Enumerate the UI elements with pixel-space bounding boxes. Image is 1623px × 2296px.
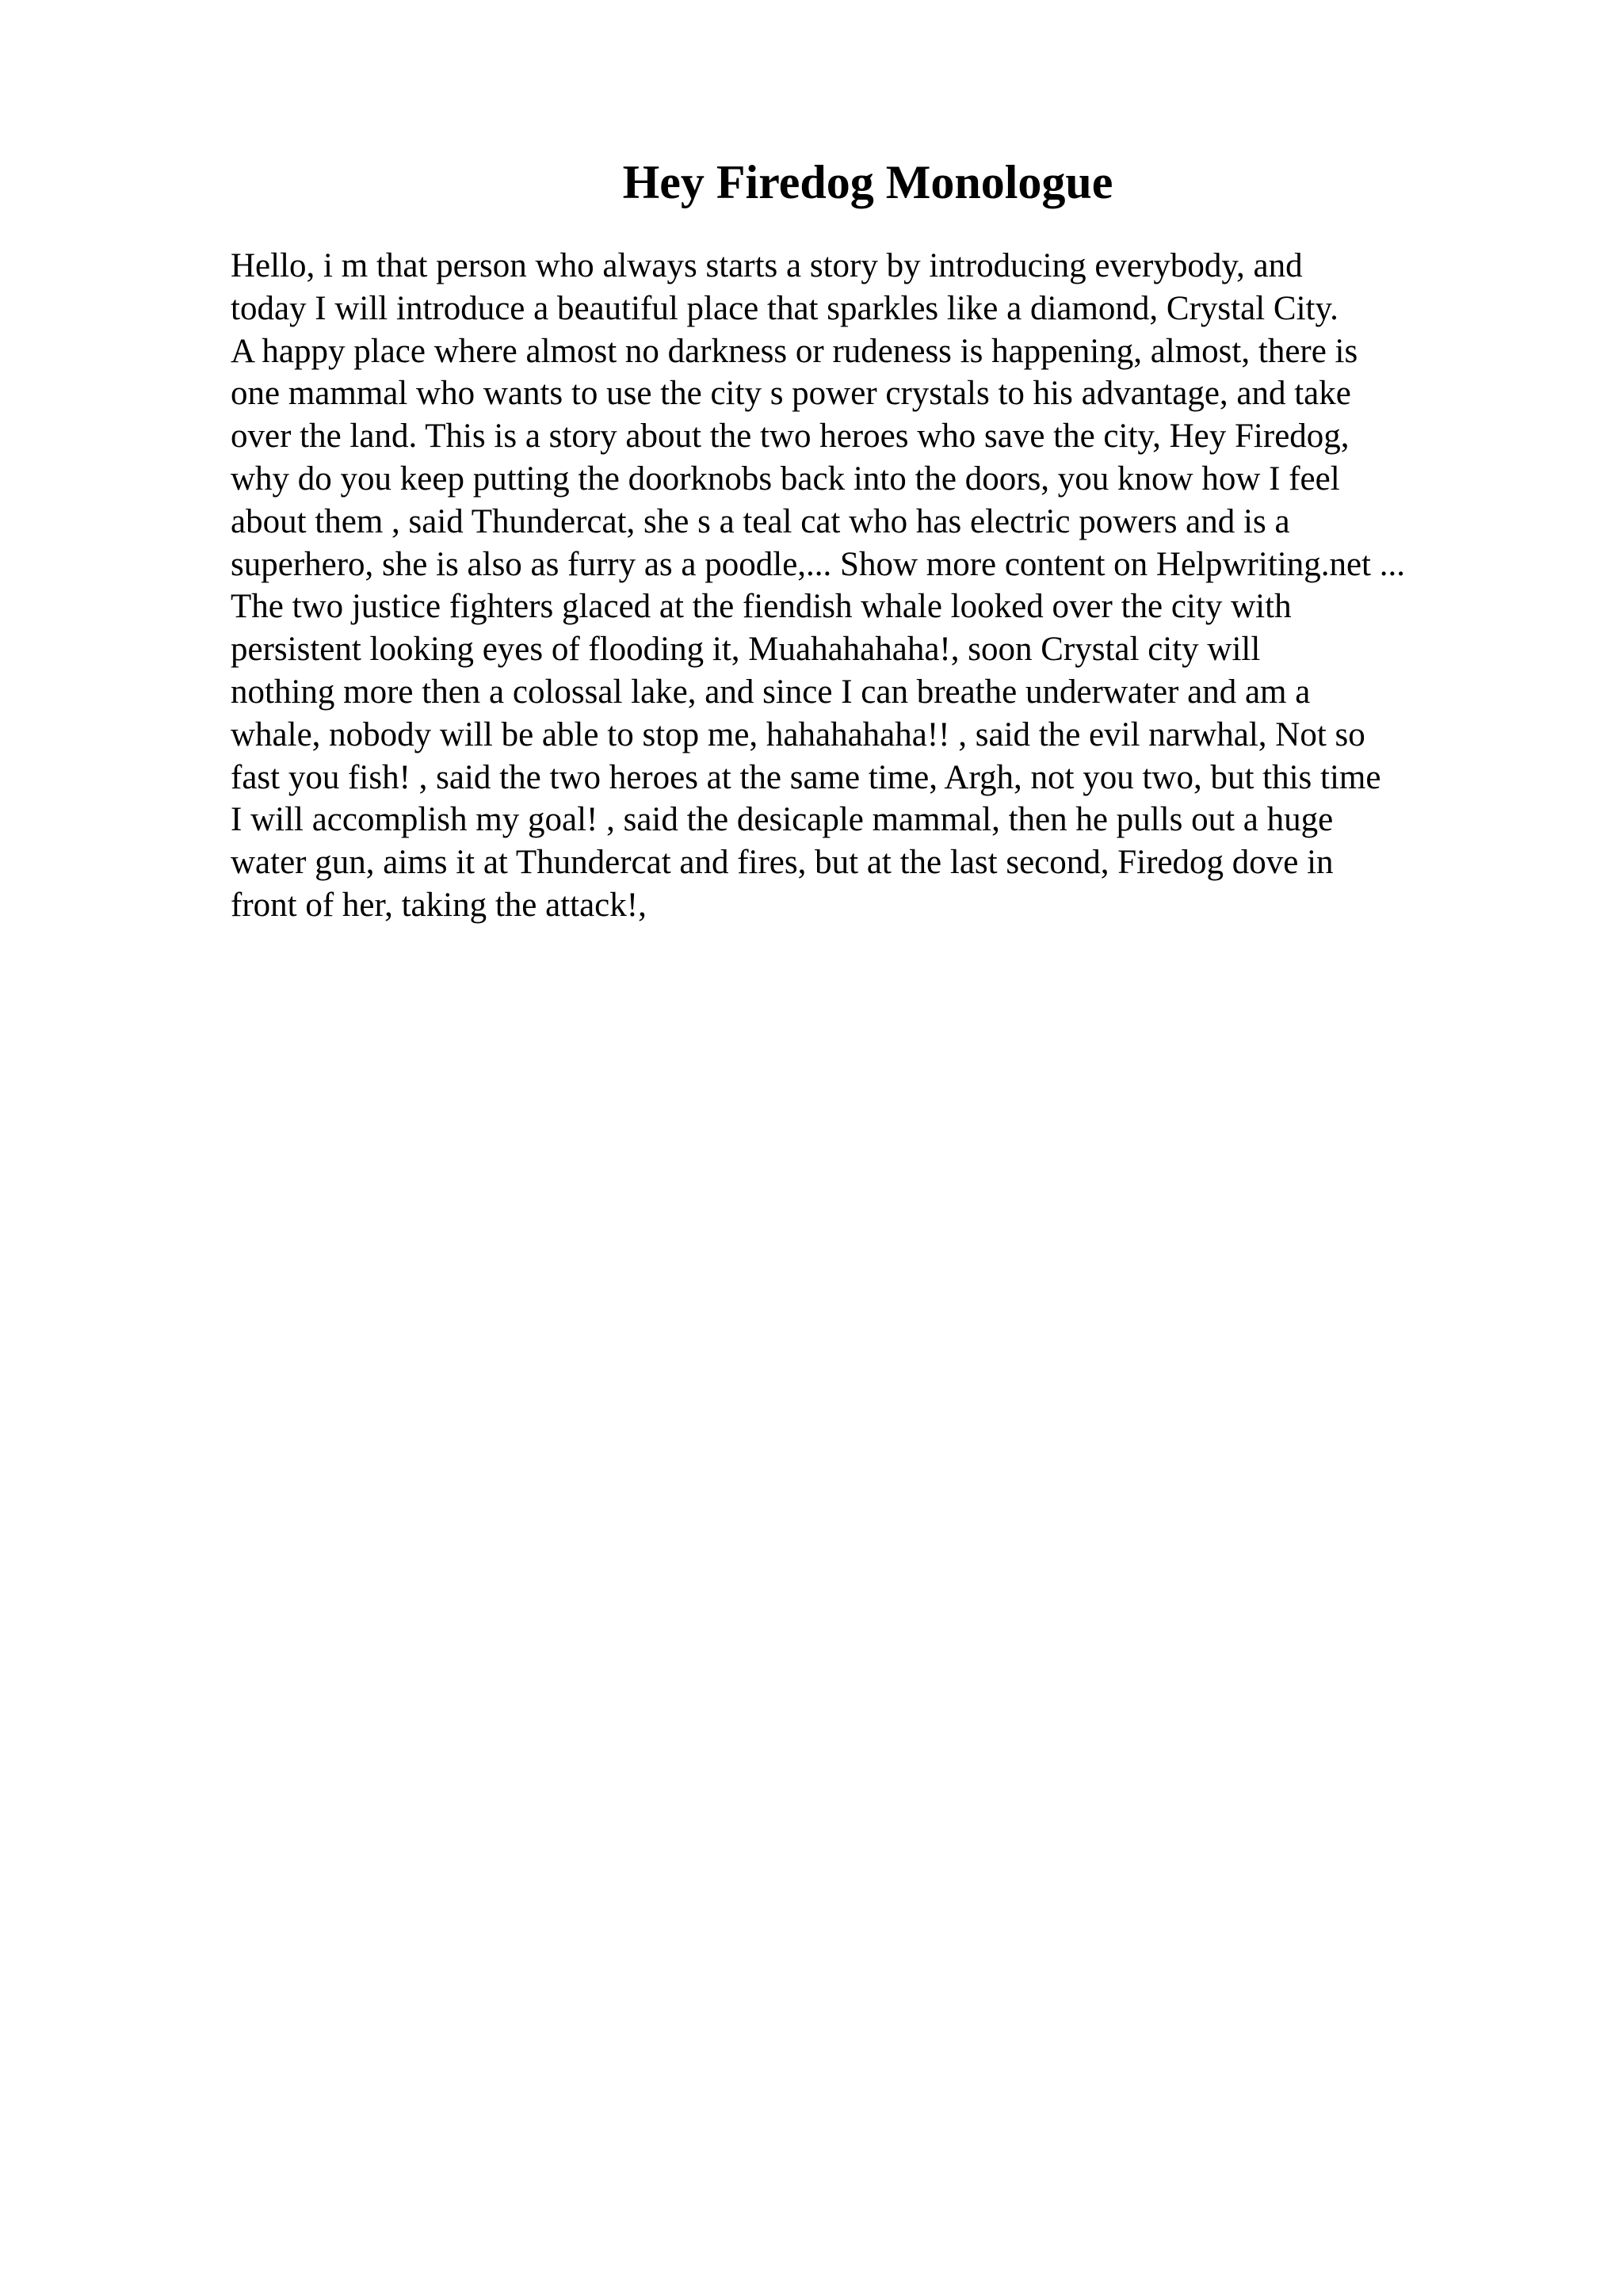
body-line: today I will introduce a beautiful place that sparkles like a diamond, Crystal City. xyxy=(231,289,1338,327)
body-line: why do you keep putting the doorknobs back into the doors, you know how I feel xyxy=(231,460,1340,498)
body-line: fast you fish! , said the two heroes at the same time, Argh, not you two, but this time xyxy=(231,758,1381,796)
body-line: Hello, i m that person who always starts a story by introducing everybody, and xyxy=(231,247,1303,284)
body-line: A happy place where almost no darkness or rudeness is happening, almost, there is xyxy=(231,332,1358,370)
body-line: superhero, she is also as furry as a poodle,... Show more content on Helpwriting.net ... xyxy=(231,545,1405,583)
body-line: persistent looking eyes of flooding it, Muahahahaha!, soon Crystal city will xyxy=(231,631,1261,669)
body-line: water gun, aims it at Thundercat and fires, but at the last second, Firedog dove in xyxy=(231,844,1334,882)
body-line: nothing more then a colossal lake, and since I can breathe underwater and am a xyxy=(231,673,1311,711)
body-line: over the land. This is a story about the two heroes who save the city, Hey Firedog, xyxy=(231,418,1350,456)
body-line: I will accomplish my goal! , said the desicaple mammal, then he pulls out a huge xyxy=(231,801,1334,839)
document-title: Hey Firedog Monologue xyxy=(622,156,1113,208)
body-line: one mammal who wants to use the city s power crystals to his advantage, and take xyxy=(231,375,1351,413)
body-line: front of her, taking the attack!, xyxy=(231,886,647,924)
body-line: The two justice fighters glaced at the fiendish whale looked over the city with xyxy=(231,588,1292,626)
body-line: whale, nobody will be able to stop me, hahahahaha!! , said the evil narwhal, Not so xyxy=(231,715,1365,753)
body-line: about them , said Thundercat, she s a teal cat who has electric powers and is a xyxy=(231,502,1290,540)
document-body xyxy=(231,245,1594,927)
